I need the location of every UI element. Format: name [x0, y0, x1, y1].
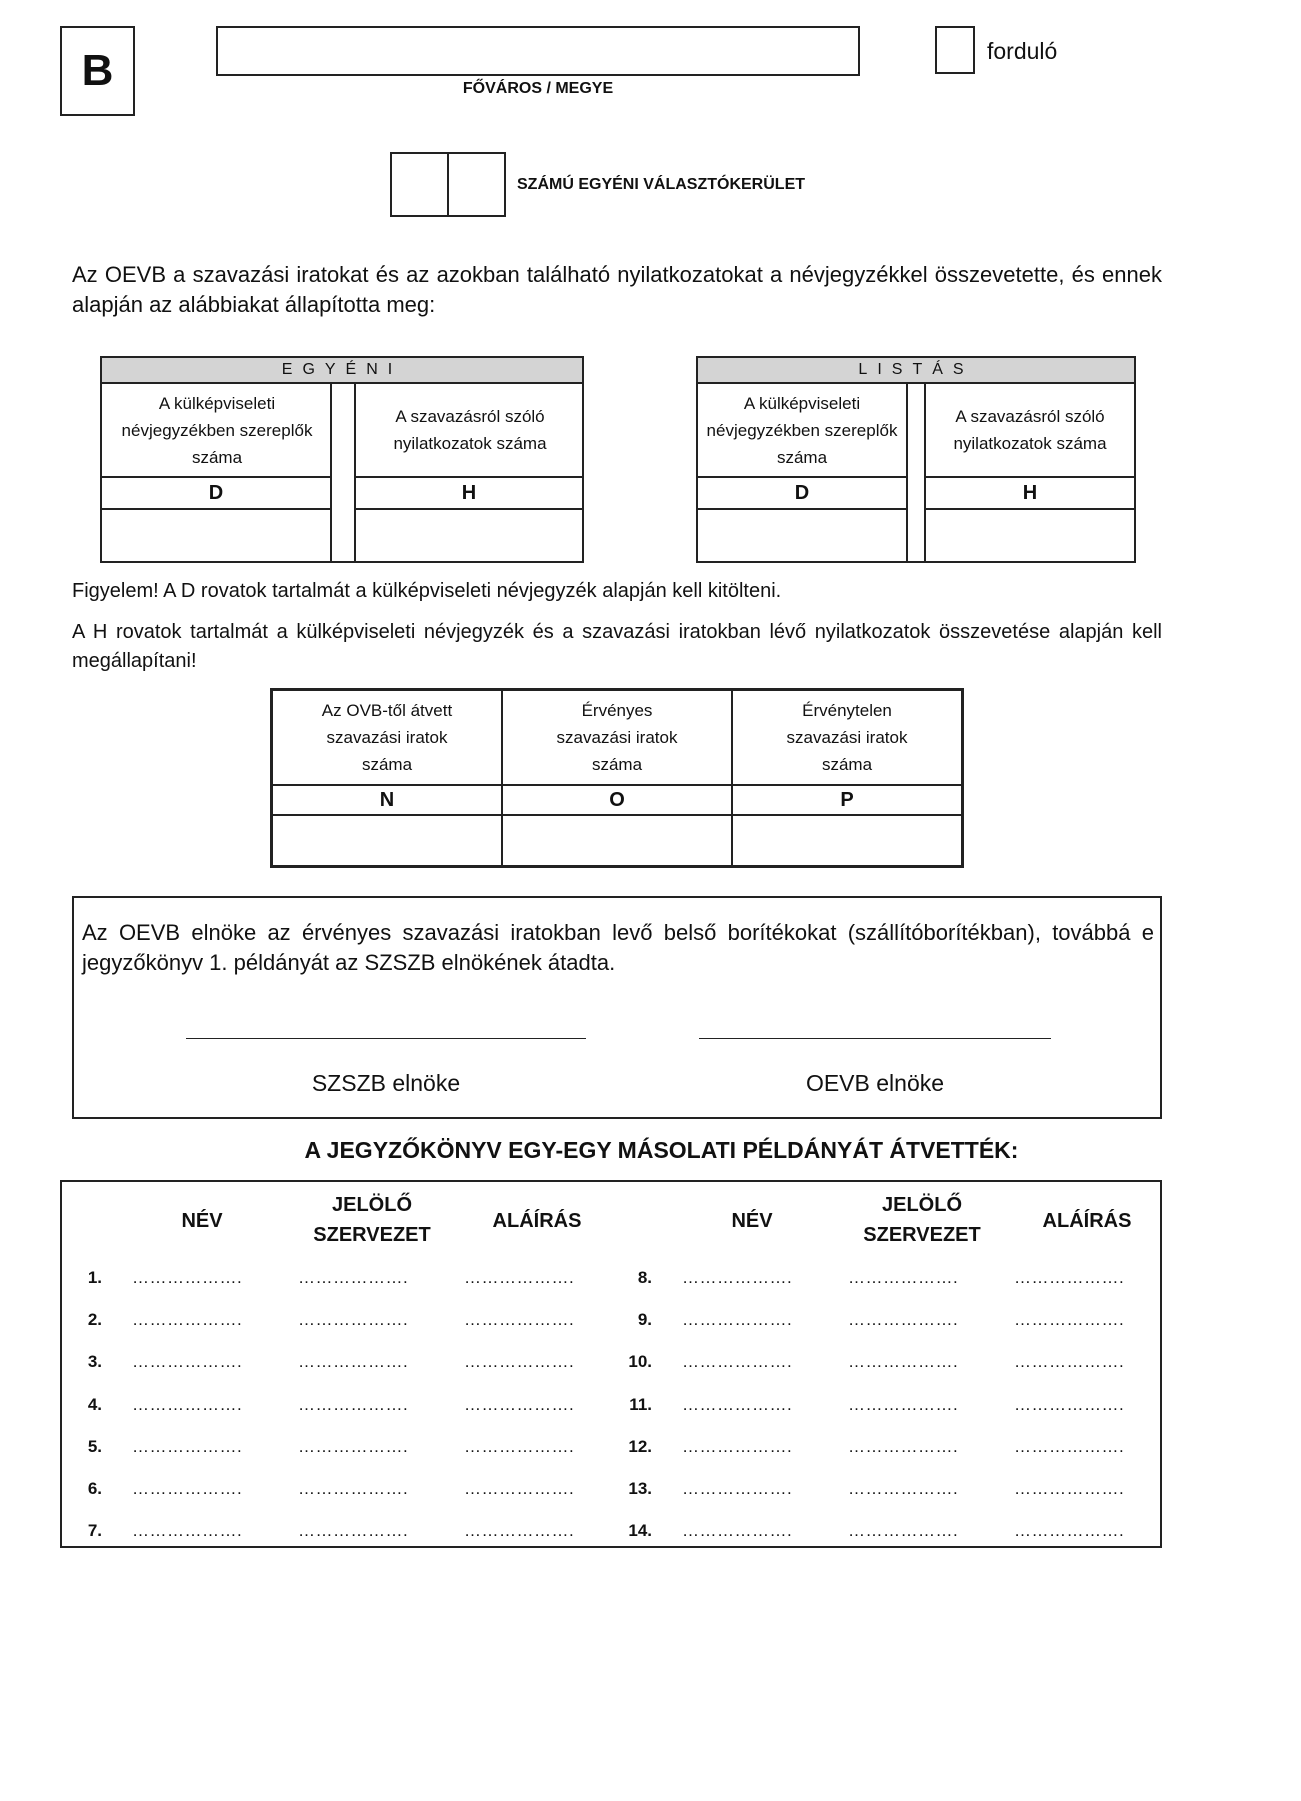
row-number: 9. — [637, 1310, 652, 1330]
egyeni-d-code: D — [102, 476, 330, 510]
egyeni-col-d — [102, 384, 332, 561]
nop-n-header: Az OVB-től átvett szavazási iratok száma — [321, 701, 453, 774]
signature-dots-field[interactable]: ………………. — [464, 1521, 575, 1541]
signature-dots-field[interactable]: ………………. — [1014, 1310, 1125, 1330]
org-dots-field[interactable]: ………………. — [298, 1521, 409, 1541]
listas-col-d — [698, 384, 908, 561]
col-header-org-left: JELÖLŐ SZERVEZET — [313, 1194, 431, 1246]
form-letter-box — [60, 26, 135, 116]
name-dots-field[interactable]: ………………. — [682, 1394, 793, 1414]
listas-d-value-field[interactable] — [698, 510, 906, 561]
signature-dots-field[interactable]: ………………. — [1014, 1352, 1125, 1372]
signature-dots-field[interactable]: ………………. — [464, 1310, 575, 1330]
name-dots-field[interactable]: ………………. — [682, 1521, 793, 1541]
row-number: 12. — [628, 1436, 652, 1456]
col-header-sign-left: ALÁÍRÁS — [492, 1210, 582, 1232]
note-line-2: A H rovatok tartalmát a külképviseleti névjegyzék és a szavazási iratokban lévő nyilatkozatok összevetése alapján kell megállapítani! — [72, 621, 1162, 672]
row-number: 10. — [628, 1352, 652, 1372]
nop-table — [270, 688, 964, 868]
nop-p-value-field[interactable] — [733, 816, 961, 865]
egyeni-h-header: A szavazásról szóló nyilatkozatok száma — [393, 407, 547, 453]
name-dots-field[interactable]: ………………. — [132, 1352, 243, 1372]
signature-dots-field[interactable]: ………………. — [1014, 1521, 1125, 1541]
nop-col-n — [273, 691, 503, 865]
row-number: 4. — [87, 1394, 102, 1414]
copies-title: A JEGYZŐKÖNYV EGY-EGY MÁSOLATI PÉLDÁNYÁT ÁTVETTÉK: — [304, 1137, 1019, 1163]
intro-text: Az OEVB a szavazási iratokat és az azokban található nyilatkozatokat a névjegyzékkel összevetette, és ennek alapján az alábbiakat állapította meg: — [72, 262, 1162, 317]
nop-o-header: Érvényes szavazási iratok száma — [556, 701, 678, 774]
signature-dots-field[interactable]: ………………. — [464, 1268, 575, 1287]
signature-dots-field[interactable]: ………………. — [1014, 1268, 1125, 1287]
name-dots-field[interactable]: ………………. — [682, 1268, 793, 1287]
signature-dots-field[interactable]: ………………. — [464, 1352, 575, 1372]
listas-table — [696, 356, 1136, 563]
form-letter: B — [81, 46, 114, 95]
nop-p-header: Érvénytelen szavazási iratok száma — [786, 701, 908, 774]
name-dots-field[interactable]: ………………. — [132, 1394, 243, 1414]
row-number: 2. — [87, 1310, 102, 1330]
district-digit-1-field[interactable] — [390, 152, 449, 217]
org-dots-field[interactable]: ………………. — [298, 1436, 409, 1456]
row-number: 11. — [629, 1394, 652, 1414]
signature-dots-field[interactable]: ………………. — [1014, 1436, 1125, 1456]
org-dots-field[interactable]: ………………. — [848, 1436, 959, 1456]
copies-table — [60, 1180, 1162, 1548]
nop-n-code: N — [273, 784, 501, 816]
nop-n-value-field[interactable] — [273, 816, 501, 865]
signature-dots-field[interactable]: ………………. — [1014, 1479, 1125, 1498]
col-header-name-left: NÉV — [181, 1210, 223, 1232]
nop-p-code: P — [733, 784, 961, 816]
listas-d-code: D — [698, 476, 906, 510]
sig-label-szszb: SZSZB elnöke — [311, 1070, 461, 1096]
org-dots-field[interactable]: ………………. — [848, 1521, 959, 1541]
nop-col-p — [733, 691, 961, 865]
row-number: 3. — [87, 1352, 102, 1372]
org-dots-field[interactable]: ………………. — [298, 1394, 409, 1414]
org-dots-field[interactable]: ………………. — [848, 1352, 959, 1372]
egyeni-title: EGYÉNI — [102, 358, 582, 384]
name-dots-field[interactable]: ………………. — [682, 1310, 793, 1330]
name-dots-field[interactable]: ………………. — [682, 1479, 793, 1498]
nop-col-o — [503, 691, 733, 865]
sig-label-oevb: OEVB elnöke — [805, 1070, 945, 1096]
signature-dots-field[interactable]: ………………. — [464, 1394, 575, 1414]
org-dots-field[interactable]: ………………. — [298, 1268, 409, 1287]
org-dots-field[interactable]: ………………. — [298, 1352, 409, 1372]
listas-h-header: A szavazásról szóló nyilatkozatok száma — [953, 407, 1107, 453]
org-dots-field[interactable]: ………………. — [848, 1268, 959, 1287]
col-header-org-right: JELÖLŐ SZERVEZET — [863, 1194, 981, 1246]
row-number: 6. — [87, 1479, 102, 1498]
nop-o-value-field[interactable] — [503, 816, 731, 865]
sig-line-right[interactable] — [699, 1038, 1051, 1039]
round-label: forduló — [987, 38, 1058, 64]
col-header-name-right: NÉV — [731, 1210, 773, 1232]
row-number: 1. — [87, 1268, 102, 1287]
signature-dots-field[interactable]: ………………. — [1014, 1394, 1125, 1414]
listas-h-code: H — [926, 476, 1134, 510]
row-number: 7. — [87, 1521, 102, 1541]
listas-title: LISTÁS — [698, 358, 1134, 384]
handover-text: Az OEVB elnöke az érvényes szavazási iratokban levő belső borítékokat (szállítóborítékban), továbbá e jegyzőkönyv 1. példányát az SZSZB elnökének átadta. — [82, 920, 1154, 975]
listas-h-value-field[interactable] — [926, 510, 1134, 561]
city-county-label: FŐVÁROS / MEGYE — [462, 80, 614, 97]
name-dots-field[interactable]: ………………. — [682, 1352, 793, 1372]
col-header-sign-right: ALÁÍRÁS — [1042, 1210, 1132, 1232]
org-dots-field[interactable]: ………………. — [298, 1310, 409, 1330]
egyeni-h-value-field[interactable] — [356, 510, 582, 561]
district-label: SZÁMÚ EGYÉNI VÁLASZTÓKERÜLET — [517, 176, 806, 193]
org-dots-field[interactable]: ………………. — [848, 1394, 959, 1414]
nop-o-code: O — [503, 784, 731, 816]
row-number: 13. — [628, 1479, 652, 1498]
row-number: 8. — [637, 1268, 652, 1287]
egyeni-d-value-field[interactable] — [102, 510, 330, 561]
signature-dots-field[interactable]: ………………. — [464, 1436, 575, 1456]
row-number: 5. — [87, 1436, 102, 1456]
egyeni-h-code: H — [356, 476, 582, 510]
org-dots-field[interactable]: ………………. — [298, 1479, 409, 1498]
org-dots-field[interactable]: ………………. — [848, 1310, 959, 1330]
egyeni-table — [100, 356, 584, 563]
name-dots-field[interactable]: ………………. — [682, 1436, 793, 1456]
listas-col-h — [924, 384, 1134, 561]
city-county-field[interactable] — [216, 26, 860, 76]
note-line-1: Figyelem! A D rovatok tartalmát a külképviseleti névjegyzék alapján kell kitölteni. — [72, 580, 782, 602]
egyeni-d-header: A külképviseleti névjegyzékben szereplők száma — [121, 393, 313, 467]
org-dots-field[interactable]: ………………. — [848, 1479, 959, 1498]
listas-d-header: A külképviseleti névjegyzékben szereplők száma — [706, 393, 898, 467]
district-digit-2-field[interactable] — [447, 152, 506, 217]
egyeni-col-h — [354, 384, 582, 561]
name-dots-field[interactable]: ………………. — [132, 1310, 243, 1330]
handover-box — [72, 896, 1162, 1119]
name-dots-field[interactable]: ………………. — [132, 1268, 243, 1287]
row-number: 14. — [628, 1521, 652, 1541]
name-dots-field[interactable]: ………………. — [132, 1521, 243, 1541]
round-field[interactable] — [935, 26, 975, 74]
name-dots-field[interactable]: ………………. — [132, 1436, 243, 1456]
signature-dots-field[interactable]: ………………. — [464, 1479, 575, 1498]
sig-line-left[interactable] — [186, 1038, 586, 1039]
name-dots-field[interactable]: ………………. — [132, 1479, 243, 1498]
